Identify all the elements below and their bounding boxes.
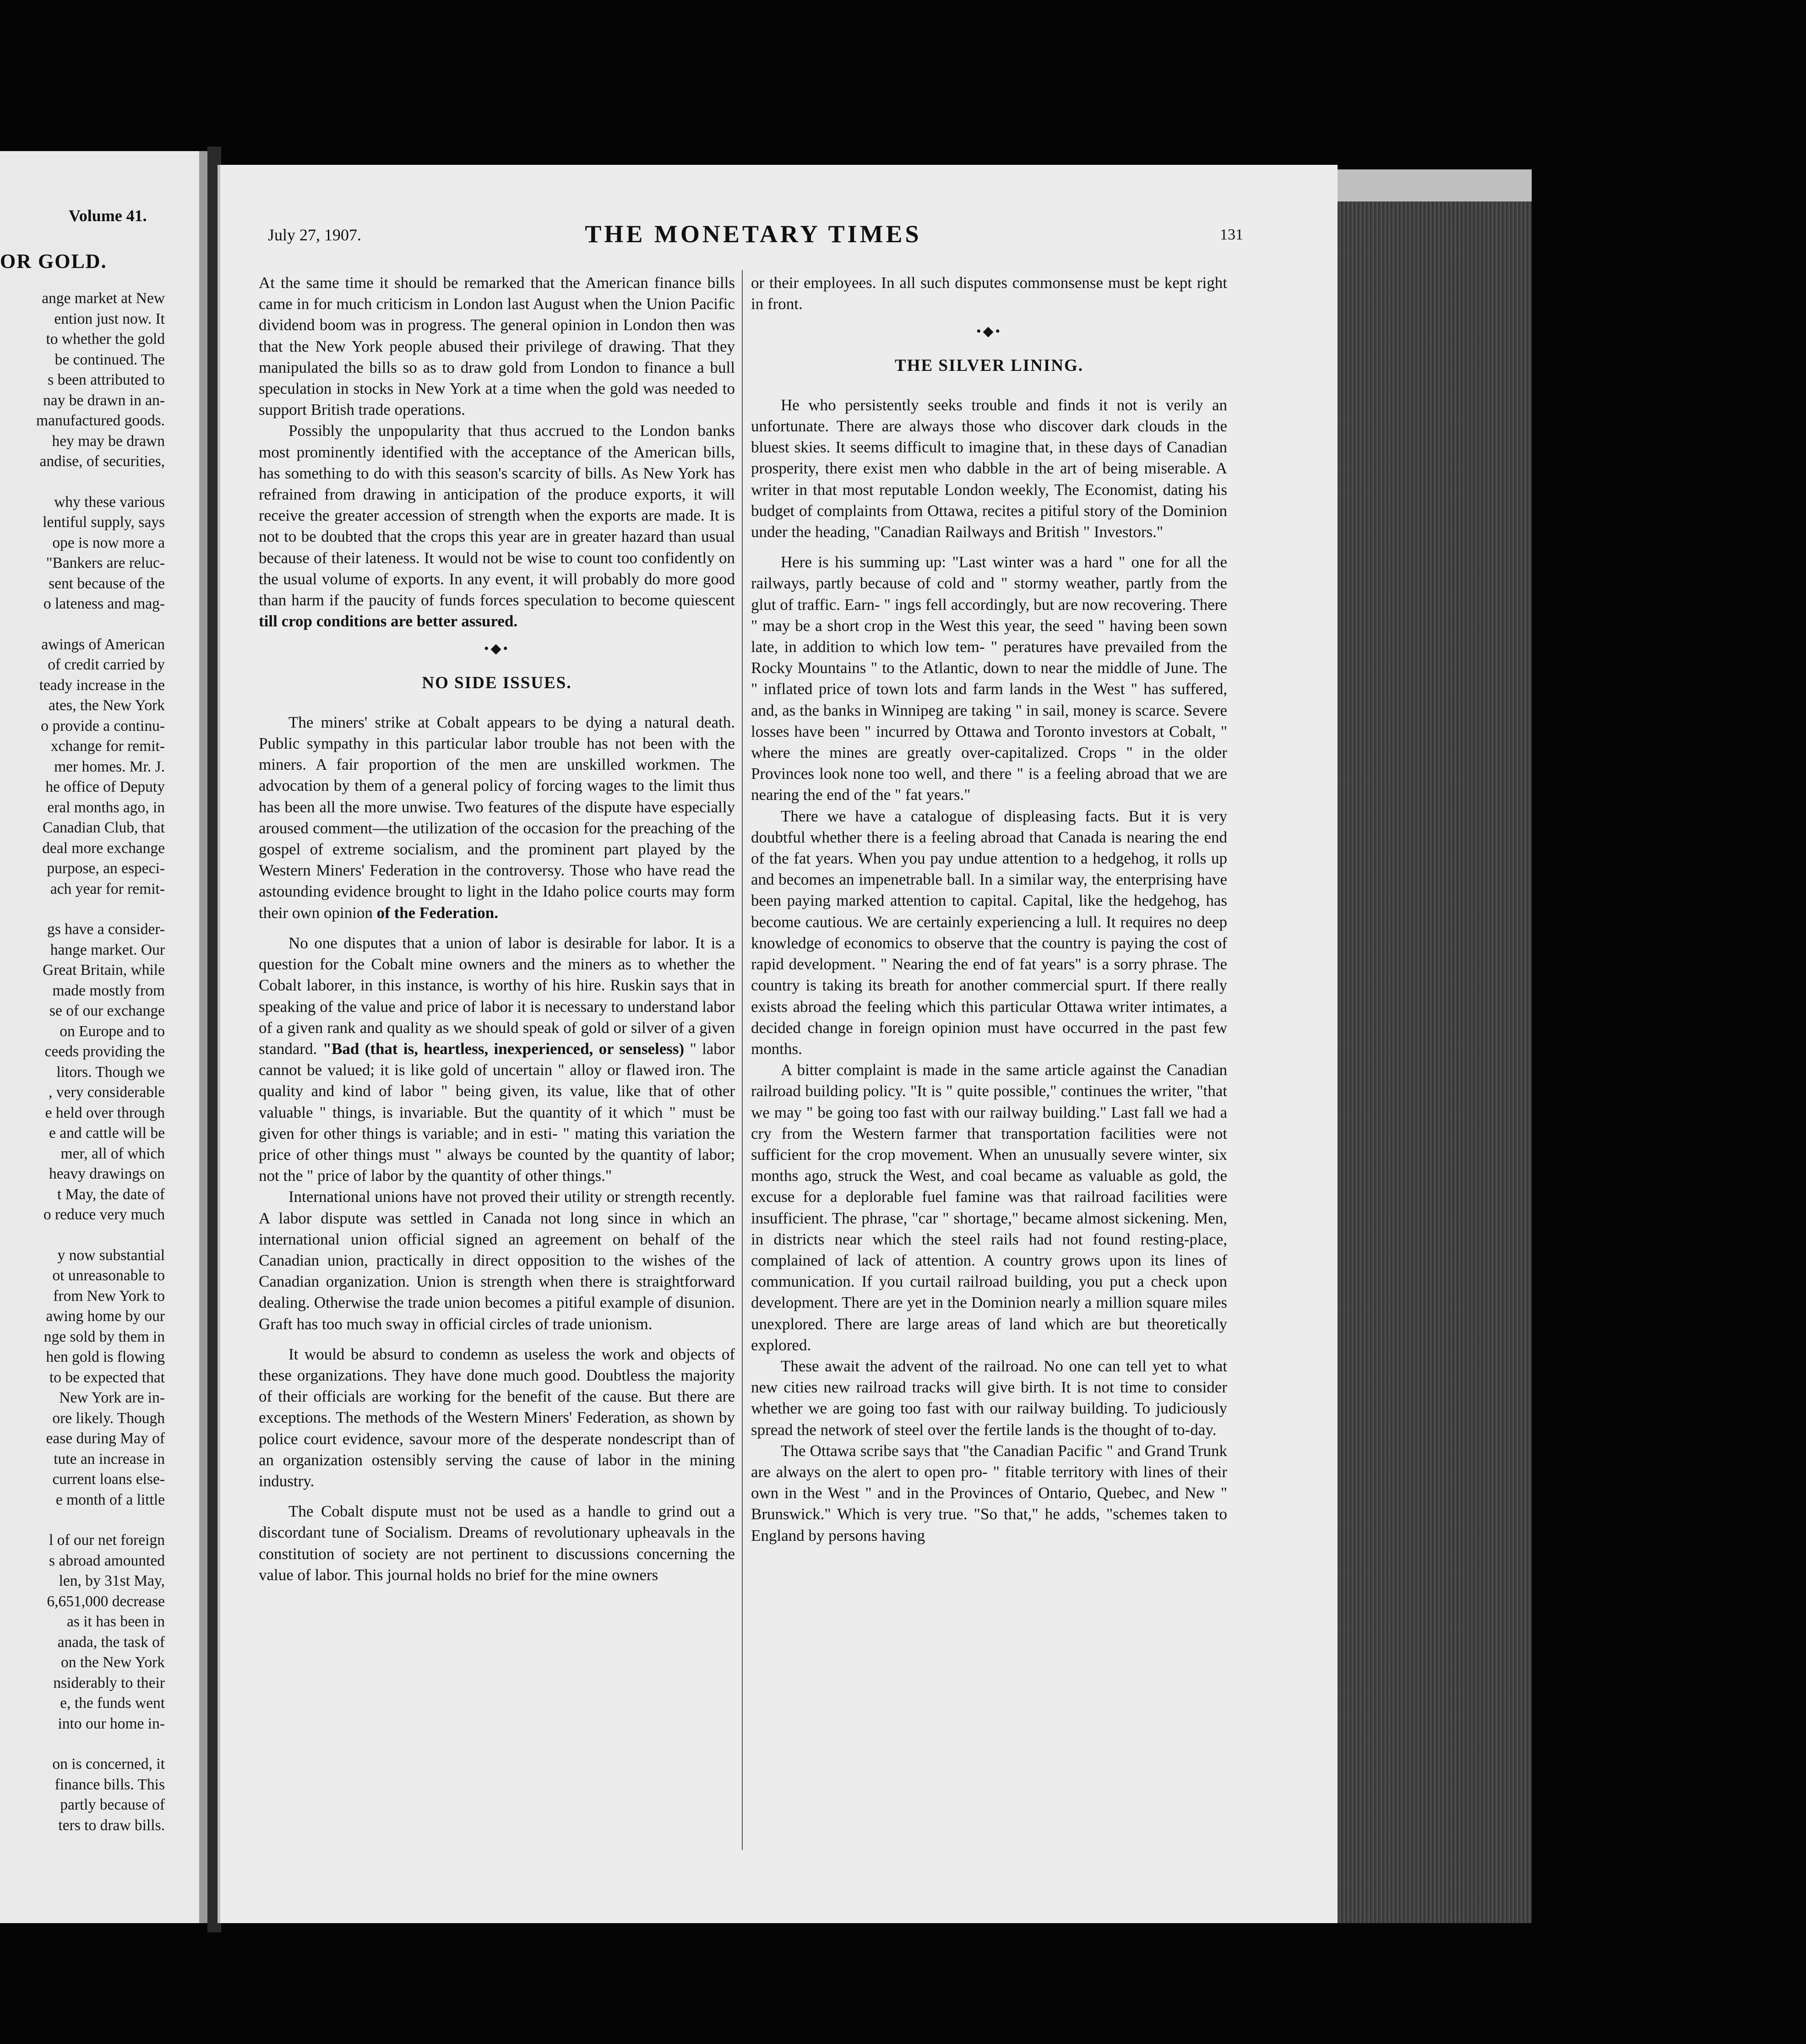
facing-page-line: andise, of securities, <box>39 453 165 470</box>
paragraph: There we have a catalogue of displeasing facts. But it is very doubtful whether there is a feeling abroad that Canada is nearing the end of the fat years. When you pay undue attention to a hedgehog, it rolls up and becomes an impenetrable ball. In a similar way, the enterprising have been paying marked attention to capital. Capital, like the hedgehog, has become cautious. We are certainly experiencing a lull. It requires no deep knowledge of economics to observe that the country is paying the cost of rapid development. " Nearing the end of fat years" is a sorry phrase. The country is taking its breath for another commercial spurt. If there really exists abroad the feeling which this particular Ottawa writer intimates, a decided change in foreign opinion must have occurred in the past few months. <box>751 807 1227 1058</box>
running-header <box>259 220 1248 252</box>
facing-page-line: finance bills. This <box>54 1776 165 1793</box>
facing-page-line: as it has been in <box>67 1613 165 1630</box>
facing-page-line: heavy drawings on <box>49 1165 165 1182</box>
facing-page-line: ope is now more a <box>52 534 165 551</box>
facing-page-line: partly because of <box>60 1796 165 1813</box>
paragraph <box>259 712 735 924</box>
facing-page-line: nay be drawn in an- <box>43 391 165 409</box>
facing-page-line: made mostly from <box>52 982 165 999</box>
page-edge-top <box>1335 169 1532 201</box>
facing-page-line: litors. Though we <box>56 1063 165 1081</box>
facing-page-line: on is concerned, it <box>52 1756 165 1772</box>
facing-page-line: awing home by our <box>46 1308 165 1325</box>
facing-page-line: hey may be drawn <box>52 432 165 450</box>
paragraph: These await the advent of the railroad. No one can tell yet to what new cities new railroad tracks will give birth. It is not time to consider whether we are going too fast with our railway building. To judiciously spread the network of steel over the fertile lands is the thought of to-day. <box>751 1357 1227 1439</box>
facing-page-line: deal more exchange <box>42 839 165 857</box>
facing-page-line: on the New York <box>60 1654 165 1671</box>
facing-page-line: into our home in- <box>58 1715 165 1732</box>
facing-page-line: ach year for remit- <box>50 880 165 897</box>
facing-page-line: lentiful supply, says <box>43 514 165 531</box>
facing-page-line: awings of American <box>41 636 165 653</box>
section-title-silver-lining: THE SILVER LINING. <box>895 356 1083 375</box>
facing-page-line: why these various <box>54 493 165 511</box>
paragraph: A bitter complaint is made in the same article against the Canadian railroad building policy. "It is " quite possible," continues the writer, "that we may " be going too fast with our railway building." Last fall we had a cry from the Western farmer that transportation facilities were not sufficient for the crop movement. When an unusually severe winter, six months ago, struck the West, and coal became as valuable as gold, the excuse for a deplorable fuel famine was that railroad facilities were insufficient. The phrase, "car " shortage," became almost sickening. Men, in districts near which the steel rails had not found resting-place, complained of lack of attention. A country grows upon its lines of communication. If you curtail railroad building, you put a check upon development. There are yet in the Dominion nearly a million square miles unexplored. There are large areas of land which are but theoretically explored. <box>751 1061 1227 1354</box>
facing-page-line: hange market. Our <box>50 941 165 958</box>
facing-page-line: he office of Deputy <box>45 778 165 795</box>
paragraph <box>259 933 735 1186</box>
facing-page-line: ceeds providing the <box>44 1043 165 1060</box>
facing-page-line: current loans else- <box>52 1471 165 1488</box>
page-number: 131 <box>1220 226 1243 243</box>
facing-page-gap <box>0 614 165 635</box>
facing-page-line: to whether the gold <box>46 331 165 348</box>
facing-page-line: , very considerable <box>49 1084 165 1101</box>
facing-page-line: t May, the date of <box>57 1185 165 1203</box>
paragraph-end: of the Federation. <box>376 903 498 922</box>
facing-page-line: e, the funds went <box>60 1695 165 1712</box>
facing-page-line: o lateness and mag- <box>43 595 165 612</box>
facing-page-header: Volume 41. <box>69 207 147 225</box>
facing-page-line: mer, all of which <box>60 1145 165 1162</box>
facing-page-line: len, by 31st May, <box>59 1572 165 1589</box>
ruskin-quote-bold: "Bad (that is, heartless, inexperienced, or senseless) <box>322 1039 685 1058</box>
facing-page-line: e month of a little <box>55 1491 165 1508</box>
facing-page-line: ot unreasonable to <box>52 1267 165 1284</box>
facing-page-line: nsiderably to their <box>53 1674 165 1691</box>
facing-page-gap <box>0 1510 165 1530</box>
column-rule <box>742 270 743 1850</box>
facing-page-line: purpose, an especi- <box>47 860 165 877</box>
facing-page-line: mer homes. Mr. J. <box>54 758 165 775</box>
facing-page-title: OR GOLD. <box>0 250 107 272</box>
section-ornament: •◆• <box>484 641 510 657</box>
paragraph: It would be absurd to condemn as useless the work and objects of these organizations. They have done much good. Doubtless the majority of their officials are working for the benefit of the cause. But there are exceptions. The methods of the Western Miners' Federation, as shown by police court evidence, savour more of the desperate nondescript than of an organization ostensibly serving the cause of labor in the mining industry. <box>259 1345 735 1490</box>
facing-page-line: o reduce very much <box>43 1206 165 1223</box>
paragraph <box>259 420 735 632</box>
paragraph: International unions have not proved their utility or strength recently. A labor dispute was settled in Canada not long since in which an international union official signed an agreement on behalf of the Canadian union, practically in direct opposition to the wishes of the Canadian organization. Union is strength when there is straightforward dealing. Otherwise the trade union becomes a pitiful example of disunion. Graft has too much sway in official circles of trade unionism. <box>259 1188 735 1333</box>
paragraph: He who persistently seeks trouble and finds it not is verily an unfortunate. There are always those who discover dark clouds in the bluest skies. It seems difficult to imagine that, in these days of Canadian prosperity, there exist men who dabble in the art of being miserable. A writer in that most reputable London weekly, The Economist, dating his budget of complaints from Ottawa, recites a pitiful story of the Dominion under the heading, "Canadian Railways and British " Investors." <box>751 396 1227 541</box>
facing-page-line: e held over through <box>45 1104 165 1121</box>
facing-page-line: gs have a consider- <box>47 921 165 938</box>
facing-page-line: sent because of the <box>49 575 165 592</box>
left-column <box>259 272 735 1586</box>
paragraph: At the same time it should be remarked that the American finance bills came in for much criticism in London last August when the Union Pacific dividend boom was in progress. The general opinion in London then was that the New York people abused their privilege of drawing. That they manipulated the bills so as to draw gold from London to finance a bull speculation in stocks in New York at a time when the gold was needed to support British trade operations. <box>259 274 735 419</box>
facing-page-line: "Bankers are reluc- <box>46 554 165 571</box>
facing-page-line: ease during May of <box>46 1430 165 1447</box>
facing-page-line: from New York to <box>53 1287 165 1305</box>
facing-page-line: s been attributed to <box>48 371 165 388</box>
facing-page-line: xchange for remit- <box>50 738 165 755</box>
facing-page-line: teady increase in the <box>39 676 165 694</box>
facing-page-line: y now substantial <box>57 1246 165 1264</box>
page-edges <box>1335 169 1532 1923</box>
facing-page-line: e and cattle will be <box>49 1125 165 1142</box>
facing-page-line: on Europe and to <box>60 1022 165 1040</box>
section-title-no-side-issues: NO SIDE ISSUES. <box>422 673 572 692</box>
ruskin-quote: " labor cannot be valued; it is like gold of uncertain " alloy or flawed iron. The quality and kind of labor " being given, its value, like that of other valuable " things, is invariable. But the quantity of it which " must be given for other things is variable; and in esti- " mating this variation the price of other things must " always be counted by the quantity of labor; not the " price of labor by the quantity of other things." <box>259 1039 735 1185</box>
facing-page-line: 6,651,000 decrease <box>47 1593 165 1610</box>
facing-page-line: ters to draw bills. <box>58 1816 165 1834</box>
facing-page-line: nge sold by them in <box>44 1328 165 1345</box>
paragraph: Here is his summing up: "Last winter was a hard " one for all the railways, partly because of cold and " stormy weather, partly from the glut of traffic. Earn- " ings fell accordingly, but are now recovering. There " may be a short crop in the West this year, the seed " having been sown late, in addition to which low tem- " peratures have prevailed from the Rocky Mountains " to the Atlantic, down to near the middle of June. The " inflated price of town lots and farm lands in the West " has suffered, and, as the banks in Winnipeg are taking " in sail, money is scarce. Severe losses have been " incurred by Ottawa and Toronto investors at Cobalt, " where the mines are greatly over-capitalized. Crops " in the older Provinces look none too well, and there " is a feeling abroad that we are nearing the end of the " fat years." <box>751 553 1227 804</box>
facing-page-gap <box>0 1225 165 1245</box>
facing-page-line: be continued. The <box>54 351 165 368</box>
facing-page-line: ore likely. Though <box>52 1409 165 1427</box>
facing-page-line: New York are in- <box>59 1389 165 1406</box>
paragraph: The Ottawa scribe says that "the Canadian Pacific " and Grand Trunk are always on the alert to open pro- " fitable territory with lines of their own in the West " and in the Provinces of Ontario, Quebec, and New " Brunswick." Which is very true. "So that," he adds, "schemes taken to England by persons having <box>751 1441 1227 1544</box>
facing-page-left <box>0 151 207 1923</box>
facing-page-line: ention just now. It <box>54 310 165 327</box>
facing-page-line: Great Britain, while <box>43 962 165 979</box>
facing-page-line: se of our exchange <box>49 1002 165 1019</box>
right-column <box>751 272 1227 1546</box>
facing-page-line: l of our net foreign <box>49 1532 165 1549</box>
facing-page-line: hen gold is flowing <box>46 1348 165 1365</box>
paragraph-text: No one disputes that a union of labor is desirable for labor. It is a question for the Cobalt mine owners and the miners as to whether the Cobalt laborer, in this instance, is worthy of his hire. Ruskin says that in speaking of the value and price of labor it is necessary to understand labor of a given rank and quality as we should speak of gold or silver of a given standard. <box>259 934 735 1058</box>
facing-page-line: of credit carried by <box>48 656 165 673</box>
facing-page-text <box>0 288 165 1836</box>
facing-page-line: anada, the task of <box>57 1633 165 1651</box>
facing-page-line: ates, the New York <box>48 697 165 714</box>
paragraph-text: The miners' strike at Cobalt appears to be dying a natural death. Public sympathy in this particular labor trouble has not been with the miners. A fair proportion of the men are unskilled workmen. The advocation by them of a general policy of forcing wages to the limit thus has been all the more unwise. Two features of the dispute have especially aroused comment—the utilization of the occasion for the preaching of the gospel of extreme socialism, and the prominent part played by the Western Miners' Federation in the controversy. Those who have read the astounding evidence brought to light in the Idaho police courts may form their own opinion <box>259 713 735 922</box>
issue-date: July 27, 1907. <box>268 226 362 244</box>
publication-title: THE MONETARY TIMES <box>585 220 922 248</box>
facing-page-line: Canadian Club, that <box>42 819 165 836</box>
facing-page-gap <box>0 472 165 492</box>
facing-page-line: to be expected that <box>49 1369 165 1386</box>
facing-page-line: eral months ago, in <box>47 799 165 816</box>
facing-page-line: o provide a continu- <box>41 717 165 734</box>
facing-page-line: tute an increase in <box>54 1450 165 1468</box>
facing-page-gap <box>0 899 165 919</box>
facing-page-gap <box>0 1734 165 1754</box>
paragraph-text: Possibly the unpopularity that thus accrued to the London banks most prominently identified with the acceptance of the American bills, has something to do with this season's scarcity of bills. As New York has refrained from drawing in anticipation of the produce exports, it will receive the greater accession of strength when the exports are made. It is not to be doubted that the crops this year are in greater hazard than usual because of their lateness. It would not be wise to count too confidently on the usual volume of exports. In any event, it will probably do more good than harm if the paucity of funds forces speculation to become quiescent <box>259 422 735 609</box>
facing-page-line: s abroad amounted <box>49 1552 165 1569</box>
section-ornament: •◆• <box>976 324 1002 339</box>
paragraph-end: till crop conditions are better assured. <box>259 612 518 631</box>
facing-page-line: ange market at New <box>42 290 165 307</box>
paragraph: The Cobalt dispute must not be used as a handle to grind out a discordant tune of Socialism. Dreams of revolutionary upheavals in the constitution of society are not pertinent to discussions concerning the value of labor. This journal holds no brief for the mine owners <box>259 1502 735 1584</box>
paragraph: or their employees. In all such disputes commonsense must be kept right in front. <box>751 274 1227 313</box>
facing-page-line: manufactured goods. <box>36 412 165 429</box>
